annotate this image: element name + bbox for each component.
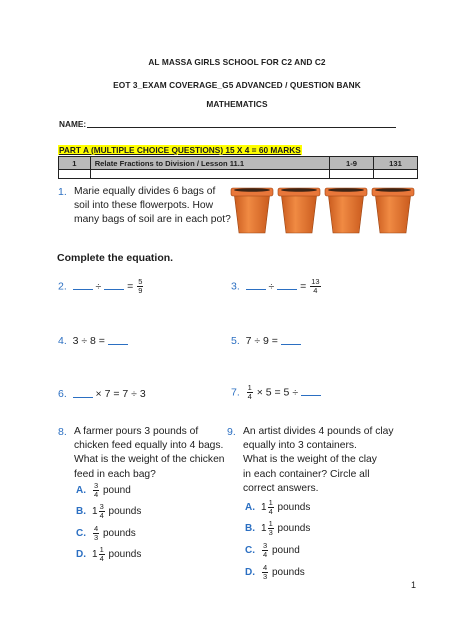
option-unit: pounds	[108, 506, 142, 518]
part-a-heading: PART A (MULTIPLE CHOICE QUESTIONS) 15 X 4 = 60 MARKS	[59, 145, 301, 155]
option-whole: 1	[261, 502, 267, 514]
flowerpot-1	[231, 188, 273, 233]
lesson-title: Relate Fractions to Division / Lesson 11.1	[90, 157, 329, 170]
denominator: 4	[247, 392, 252, 401]
q5-number: 5.	[231, 335, 240, 347]
q4-blank[interactable]	[108, 335, 128, 345]
complete-equation-heading: Complete the equation.	[57, 252, 174, 264]
name-field-line[interactable]	[87, 127, 396, 128]
option-whole: 1	[92, 549, 98, 561]
option-fraction	[262, 564, 268, 581]
flowerpot-4	[372, 188, 414, 233]
numerator: 4	[94, 524, 99, 533]
q9-option-b[interactable]	[245, 520, 310, 537]
denominator: 4	[263, 550, 268, 559]
q8-line: What is the weight of the chicken	[74, 454, 225, 466]
q3-blank-2[interactable]	[277, 280, 297, 290]
q9-line: in each container? Circle all	[243, 468, 370, 480]
q8-number: 8.	[58, 426, 67, 438]
q6-blank[interactable]	[73, 388, 93, 398]
q9-option-a[interactable]	[245, 499, 310, 516]
lesson-page: 131	[374, 157, 418, 170]
option-letter: C.	[245, 545, 255, 557]
q6-equation: × 7 = 7 ÷ 3	[95, 388, 146, 400]
q8-line: feed in each bag?	[74, 468, 156, 480]
flowerpot-2	[278, 188, 320, 233]
q7-number: 7.	[231, 386, 240, 399]
exam-title: EOT 3_EXAM COVERAGE_G5 ADVANCED / QUESTION BANK	[113, 80, 361, 90]
option-whole: 1	[92, 506, 98, 518]
denominator: 9	[138, 286, 143, 295]
numerator: 1	[99, 545, 104, 554]
q2	[58, 278, 144, 295]
q8-option-a[interactable]	[76, 482, 131, 499]
q8-option-d[interactable]	[76, 546, 141, 563]
q3	[231, 278, 322, 295]
equals-sign: =	[127, 280, 134, 293]
option-letter: B.	[76, 506, 86, 518]
option-unit: pounds	[108, 549, 142, 561]
numerator: 1	[268, 519, 273, 528]
q4	[58, 335, 128, 347]
q7-blank[interactable]	[301, 386, 321, 396]
numerator: 4	[263, 563, 268, 572]
numerator: 3	[94, 481, 99, 490]
q6	[58, 388, 146, 400]
option-letter: A.	[245, 502, 255, 514]
q9-number: 9.	[227, 426, 236, 438]
q1-text	[74, 185, 231, 228]
option-fraction	[268, 520, 274, 537]
equals-sign: =	[300, 280, 307, 293]
q2-blank-2[interactable]	[104, 280, 124, 290]
denominator: 4	[99, 554, 104, 563]
q2-number: 2.	[58, 280, 67, 293]
lesson-questions: 1-9	[330, 157, 374, 170]
denominator: 3	[268, 528, 273, 537]
divide-sign: ÷	[95, 280, 102, 293]
numerator: 5	[138, 277, 143, 286]
option-fraction	[99, 546, 105, 563]
name-label: NAME:	[59, 119, 87, 129]
option-letter: A.	[76, 485, 86, 497]
denominator: 4	[313, 286, 318, 295]
q9-option-c[interactable]	[245, 542, 300, 559]
q9-text	[243, 425, 394, 496]
q4-equation: 3 ÷ 8 =	[72, 335, 105, 347]
subject-title: MATHEMATICS	[206, 99, 268, 109]
q9-line: correct answers.	[243, 482, 319, 494]
lesson-number: 1	[59, 157, 91, 170]
q3-fraction	[310, 278, 320, 295]
q3-number: 3.	[231, 280, 240, 293]
numerator: 1	[247, 383, 252, 392]
q1-line: many bags of soil are in each pot?	[74, 214, 231, 226]
q8-option-c[interactable]	[76, 525, 136, 542]
option-fraction	[99, 503, 105, 520]
option-unit: pound	[271, 545, 300, 557]
q1-number: 1.	[58, 186, 67, 198]
denominator: 3	[94, 533, 99, 542]
q9-line: equally into 3 containers.	[243, 440, 357, 452]
lesson-table	[58, 156, 418, 179]
q9-line: An artist divides 4 pounds of clay	[243, 426, 394, 437]
option-fraction	[93, 525, 99, 542]
numerator: 3	[263, 541, 268, 550]
q1-line: soil into these flowerpots. How	[74, 200, 214, 212]
q8-line: A farmer pours 3 pounds of	[74, 426, 199, 437]
q5-equation: 7 ÷ 9 =	[245, 335, 278, 347]
q4-number: 4.	[58, 335, 67, 347]
q7	[231, 384, 321, 401]
denominator: 3	[263, 572, 268, 581]
option-unit: pounds	[271, 567, 305, 579]
school-title: AL MASSA GIRLS SCHOOL FOR C2 AND C2	[148, 57, 326, 67]
q9-line: What is the weight of the clay	[243, 454, 377, 466]
option-letter: D.	[76, 549, 86, 561]
denominator: 4	[94, 490, 99, 499]
q8-text	[74, 425, 225, 482]
option-unit: pounds	[102, 528, 136, 540]
q7-equation: × 5 = 5 ÷	[256, 386, 299, 399]
option-letter: B.	[245, 523, 255, 535]
option-fraction	[262, 542, 268, 559]
q7-fraction	[247, 384, 253, 401]
q5-blank[interactable]	[281, 335, 301, 345]
numerator: 13	[311, 277, 320, 286]
denominator: 4	[99, 511, 104, 520]
flowerpots-image	[229, 186, 417, 236]
q8-line: chicken feed equally into 4 bags.	[74, 440, 224, 452]
option-fraction	[93, 482, 99, 499]
option-letter: C.	[76, 528, 86, 540]
divide-sign: ÷	[268, 280, 275, 293]
q1-line: Marie equally divides 6 bags of	[74, 186, 216, 197]
option-fraction	[268, 499, 274, 516]
q2-fraction	[137, 278, 143, 295]
option-unit: pounds	[277, 523, 311, 535]
option-unit: pounds	[277, 502, 311, 514]
denominator: 4	[268, 507, 273, 516]
option-letter: D.	[245, 567, 255, 579]
q3-blank-1[interactable]	[246, 280, 266, 290]
page-number: 1	[411, 580, 417, 590]
q9-option-d[interactable]	[245, 564, 305, 581]
q8-option-b[interactable]	[76, 503, 141, 520]
numerator: 3	[99, 502, 104, 511]
q5	[231, 335, 301, 347]
option-whole: 1	[261, 523, 267, 535]
option-unit: pound	[102, 485, 131, 497]
q2-blank-1[interactable]	[73, 280, 93, 290]
flowerpot-3	[325, 188, 367, 233]
numerator: 1	[268, 498, 273, 507]
q6-number: 6.	[58, 388, 67, 400]
